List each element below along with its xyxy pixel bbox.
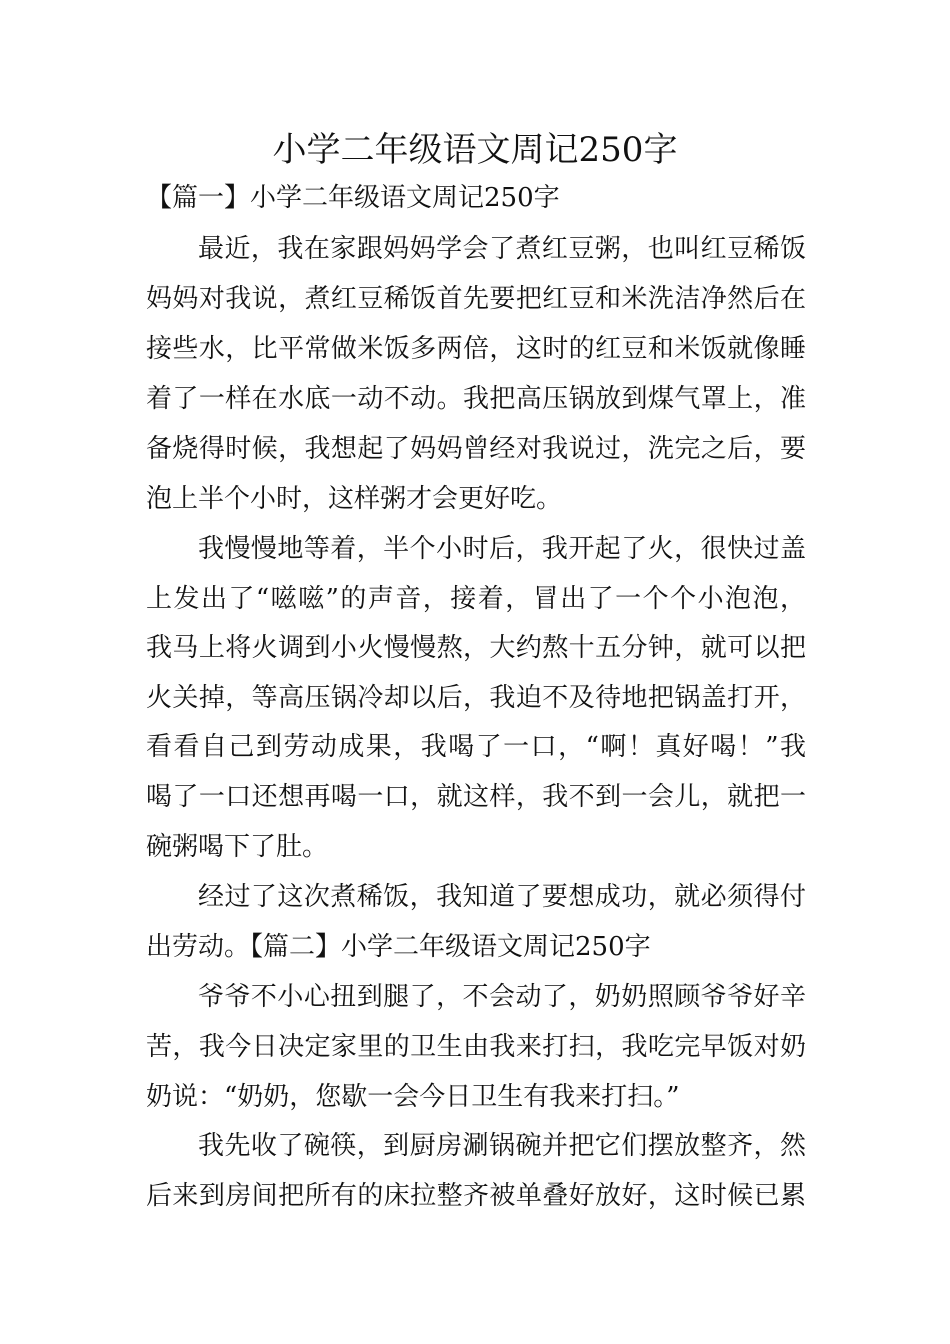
paragraph-line: 奶说：“奶奶，您歇一会今日卫生有我来打扫。”	[146, 1082, 680, 1112]
document-title: 小学二年级语文周记250字	[272, 130, 678, 170]
paragraph-line: 后来到房间把所有的床拉整齐被单叠好放好，这时候已累	[146, 1181, 806, 1211]
paragraph-line: 上发出了“嗞嗞”的声音，接着，冒出了一个个小泡泡，	[146, 584, 806, 614]
paragraph-line: 接些水，比平常做米饭多两倍，这时的红豆和米饭就像睡	[146, 334, 806, 364]
paragraph-line: 看看自己到劳动成果，我喝了一口，“啊！真好喝！”我	[146, 732, 806, 762]
paragraph-line: 我马上将火调到小火慢慢熬，大约熬十五分钟，就可以把	[146, 633, 806, 663]
paragraph-line: 苦，我今日决定家里的卫生由我来打扫，我吃完早饭对奶	[146, 1032, 806, 1062]
paragraph-line: 着了一样在水底一动不动。我把高压锅放到煤气罩上，准	[146, 384, 806, 414]
paragraph-line: 备烧得时候，我想起了妈妈曾经对我说过，洗完之后，要	[146, 434, 806, 464]
paragraph-line: 泡上半个小时，这样粥才会更好吃。	[146, 484, 563, 514]
paragraph-line: 出劳动。【篇二】小学二年级语文周记250字	[146, 932, 651, 962]
paragraph-line: 我慢慢地等着，半个小时后，我开起了火，很快过盖	[198, 534, 806, 564]
paragraph-line: 喝了一口还想再喝一口，就这样，我不到一会儿，就把一	[146, 782, 806, 812]
paragraph-line: 最近，我在家跟妈妈学会了煮红豆粥，也叫红豆稀饭	[198, 234, 806, 264]
paragraph-line: 爷爷不小心扭到腿了，不会动了，奶奶照顾爷爷好辛	[198, 982, 806, 1012]
section-heading-1: 【篇一】小学二年级语文周记250字	[146, 183, 560, 213]
paragraph-line: 火关掉，等高压锅冷却以后，我迫不及待地把锅盖打开，	[146, 683, 806, 713]
paragraph-line: 妈妈对我说，煮红豆稀饭首先要把红豆和米洗洁净然后在	[146, 284, 806, 314]
paragraph-line: 经过了这次煮稀饭，我知道了要想成功，就必须得付	[198, 882, 806, 912]
paragraph-line: 我先收了碗筷，到厨房涮锅碗并把它们摆放整齐，然	[198, 1131, 806, 1161]
paragraph-line: 碗粥喝下了肚。	[146, 832, 329, 862]
